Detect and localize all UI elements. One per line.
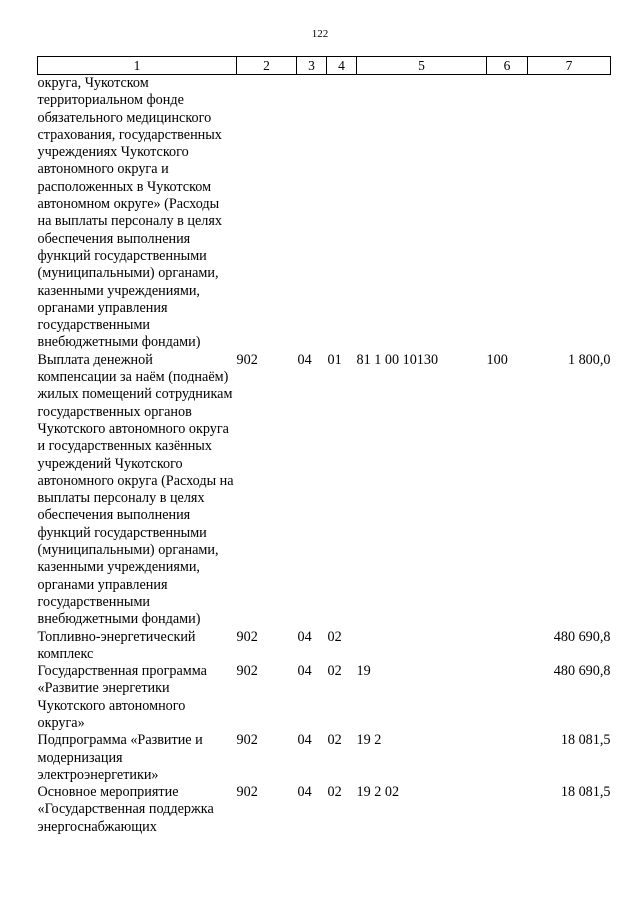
section-code bbox=[297, 75, 327, 352]
ministry-code: 902 bbox=[236, 351, 258, 368]
subsection-code bbox=[327, 75, 357, 352]
ministry-code bbox=[237, 75, 297, 352]
expense-type-code: 100 bbox=[486, 351, 508, 368]
row-name: округа, Чукотском территориальном фонде обязательного медицинского страхования, государственных учреждениях Чукотского автономного округа и расположенных в Чукотском автономном округе» (Расходы на выплаты персоналу в целях обеспечения выполнения функций государственными (муниципальными) органами, казенными учреждениями, органами управления государственными внебюджетными фондами) bbox=[37, 75, 222, 351]
subsection-code: 01 bbox=[327, 351, 342, 368]
table-row bbox=[38, 352, 611, 629]
amount: 1 800,0 bbox=[567, 351, 611, 368]
expense-type-code bbox=[487, 784, 528, 836]
column-header-6: 6 bbox=[487, 57, 528, 75]
target-article-code: 19 2 02 bbox=[356, 784, 400, 801]
expense-type-code bbox=[487, 663, 528, 732]
amount: 480 690,8 bbox=[553, 663, 611, 680]
expense-type-code bbox=[487, 732, 528, 784]
page-number: 122 bbox=[311, 28, 329, 40]
subsection-code: 02 bbox=[327, 784, 342, 801]
row-name: Основное мероприятие «Государственная поддержка энергоснабжающих bbox=[37, 784, 214, 835]
ministry-code: 902 bbox=[236, 628, 258, 645]
ministry-code: 902 bbox=[236, 663, 258, 680]
section-code: 04 bbox=[297, 351, 312, 368]
row-name: Государственная программа «Развитие энергетики Чукотского автономного округа» bbox=[37, 663, 207, 731]
amount: 18 081,5 bbox=[560, 732, 611, 749]
target-article-code: 19 bbox=[356, 663, 371, 680]
target-article-code: 81 1 00 10130 bbox=[356, 351, 439, 368]
column-header-7: 7 bbox=[528, 57, 611, 75]
expense-type-code bbox=[487, 75, 528, 352]
column-header-2: 2 bbox=[237, 57, 297, 75]
row-name: Топливно-энергетический комплекс bbox=[37, 628, 196, 662]
table-row bbox=[38, 732, 611, 784]
row-name: Выплата денежной компенсации за наём (поднаём) жилых помещений сотрудникам государственных органов Чукотского автономного округа и государственных казённых учреждений Чукотского автономного округа (Расходы на выплаты персоналу в целях обеспечения выполнения функций государственными (муниципальными) органами, казенными учреждениями, органами управления государственными внебюджетными фондами) bbox=[37, 351, 234, 628]
table-row bbox=[38, 663, 611, 732]
section-code: 04 bbox=[297, 628, 312, 645]
expense-type-code bbox=[487, 629, 528, 664]
subsection-code: 02 bbox=[327, 732, 342, 749]
section-code: 04 bbox=[297, 784, 312, 801]
row-name: Подпрограмма «Развитие и модернизация электроэнергетики» bbox=[37, 732, 203, 783]
section-code: 04 bbox=[297, 663, 312, 680]
amount bbox=[528, 75, 611, 352]
column-header-1: 1 bbox=[38, 57, 237, 75]
budget-table bbox=[37, 56, 611, 836]
column-header-5: 5 bbox=[357, 57, 487, 75]
table-header-row bbox=[38, 57, 611, 75]
section-code: 04 bbox=[297, 732, 312, 749]
column-header-4: 4 bbox=[327, 57, 357, 75]
column-header-3: 3 bbox=[297, 57, 327, 75]
target-article-code bbox=[357, 629, 487, 664]
subsection-code: 02 bbox=[327, 663, 342, 680]
amount: 480 690,8 bbox=[553, 628, 611, 645]
table-row bbox=[38, 629, 611, 664]
subsection-code: 02 bbox=[327, 628, 342, 645]
amount: 18 081,5 bbox=[560, 784, 611, 801]
ministry-code: 902 bbox=[236, 784, 258, 801]
target-article-code bbox=[357, 75, 487, 352]
table-row bbox=[38, 784, 611, 836]
ministry-code: 902 bbox=[236, 732, 258, 749]
table-row bbox=[38, 75, 611, 352]
target-article-code: 19 2 bbox=[356, 732, 382, 749]
